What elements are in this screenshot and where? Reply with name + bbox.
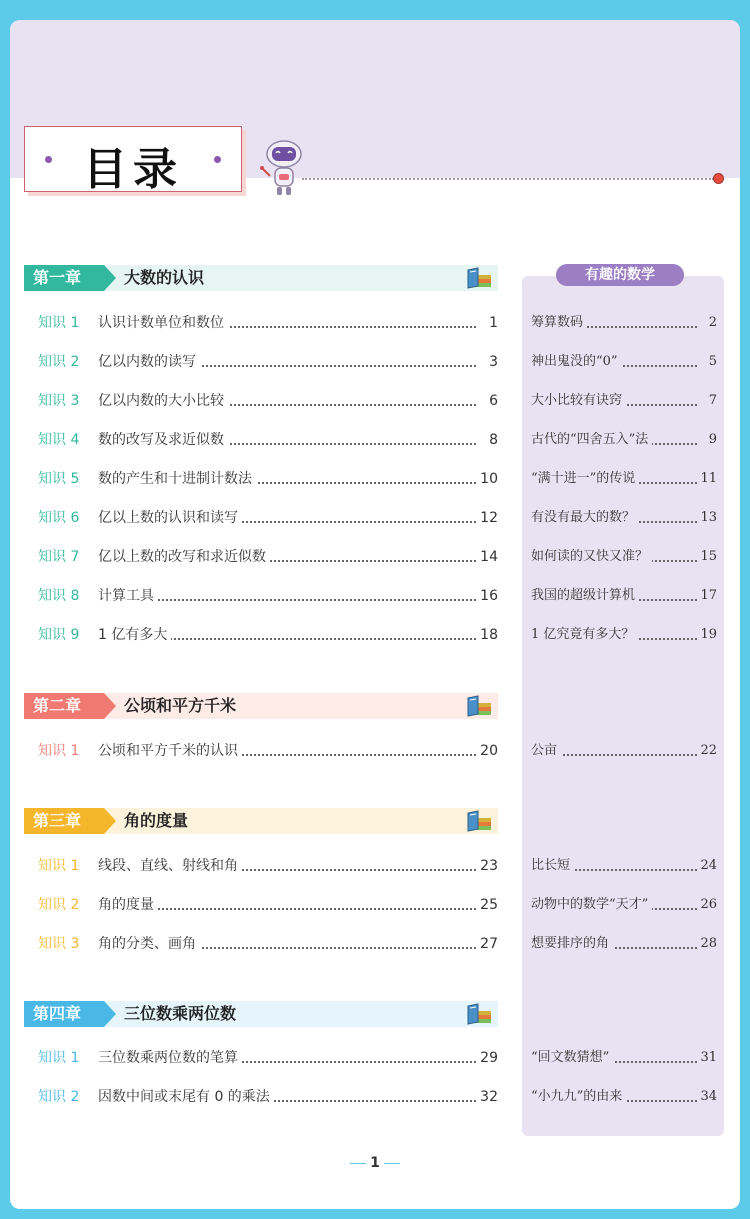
toc-entry[interactable] [38,1047,498,1069]
sidebar-entry-title: 筹算数码 [531,312,587,334]
sidebar-entry-title: 想要排序的角 [531,933,613,955]
sidebar-entry[interactable] [531,933,717,955]
sidebar-entry[interactable] [531,740,717,762]
toc-entry[interactable] [38,894,498,916]
sidebar-entry[interactable] [531,507,717,529]
entry-knowledge-label: 知识 1 [38,743,80,759]
sidebar-entry-page: 13 [700,510,717,525]
chapter-tag: 第四章 [24,1001,104,1027]
entry-title: 因数中间或末尾有 0 的乘法 [98,1086,274,1108]
sidebar-entry[interactable] [531,429,717,451]
chapter-title: 角的度量 [124,811,189,830]
entry-page: 6 [489,393,498,409]
sidebar-entry-page: 22 [700,743,717,758]
entry-title: 计算工具 [98,585,158,607]
entry-knowledge-label: 知识 2 [38,354,80,370]
entry-page: 32 [480,1089,498,1105]
title-box [24,126,242,195]
entry-title: 线段、直线、射线和角 [98,855,242,877]
entry-knowledge-label: 知识 5 [38,471,80,487]
book-icon [466,267,492,289]
chapter-header[interactable] [24,808,498,834]
entry-knowledge-label: 知识 8 [38,588,80,604]
book-icon [466,1003,492,1025]
robot-mascot-icon [258,138,308,200]
entry-page: 3 [489,354,498,370]
sidebar-entry-page: 5 [708,354,717,369]
entry-knowledge-label: 知识 1 [38,315,80,331]
entry-knowledge-label: 知识 9 [38,627,80,643]
entry-page: 10 [480,471,498,487]
header-dotted-line [302,178,714,180]
toc-entry[interactable] [38,468,498,490]
sidebar-entry-page: 9 [708,432,717,447]
entry-title: 亿以内数的大小比较 [98,390,228,412]
entry-page: 14 [480,549,498,565]
entry-title: 公顷和平方千米的认识 [98,740,242,762]
sidebar-entry[interactable] [531,585,717,607]
page-footer [10,1155,740,1171]
sidebar-entry-title: 我国的超级计算机 [531,585,639,607]
chapter-title: 大数的认识 [124,268,205,287]
sidebar-title: 有趣的数学 [556,264,684,286]
chapter-tag: 第三章 [24,808,104,834]
book-icon [466,810,492,832]
sidebar-entry-title: 公亩 [531,740,561,762]
entry-title: 亿以内数的读写 [98,351,200,373]
entry-title: 数的产生和十进制计数法 [98,468,256,490]
entry-knowledge-label: 知识 6 [38,510,80,526]
entry-page: 23 [480,858,498,874]
book-icon [466,695,492,717]
sidebar-entry-title: 动物中的数学“天才” [531,894,652,916]
page-title: 目录 [83,144,183,195]
toc-entry[interactable] [38,933,498,955]
sidebar-entry[interactable] [531,1047,717,1069]
entry-page: 8 [489,432,498,448]
entry-title: 角的分类、画角 [98,933,200,955]
sidebar-entry-title: 大小比较有诀窍 [531,390,626,412]
toc-page [10,20,740,1209]
entry-knowledge-label: 知识 4 [38,432,80,448]
entry-page: 16 [480,588,498,604]
footer-dash-left [350,1163,366,1164]
entry-title: 数的改写及求近似数 [98,429,228,451]
header-end-dot [713,173,724,184]
sidebar-entry-title: 如何读的又快又准？ [531,546,652,568]
sidebar-entry-page: 7 [708,393,717,408]
entry-title: 亿以上数的改写和求近似数 [98,546,270,568]
entry-page: 20 [480,743,498,759]
sidebar-entry-title: “小九九”的由来 [531,1086,626,1108]
sidebar-entry-page: 34 [700,1089,717,1104]
toc-entry[interactable] [38,546,498,568]
entry-title: 角的度量 [98,894,158,916]
footer-dash-right [384,1163,400,1164]
sidebar-entry-title: 有没有最大的数？ [531,507,639,529]
sidebar-entry-title: “满十进一”的传说 [531,468,639,490]
toc-entry[interactable] [38,624,498,646]
entry-page: 12 [480,510,498,526]
title-dot-right [214,156,221,163]
entry-page: 1 [489,315,498,331]
entry-title: 三位数乘两位数的笔算 [98,1047,242,1069]
sidebar-entry-page: 28 [700,936,717,951]
sidebar-entry-page: 24 [700,858,717,873]
sidebar-entry-page: 19 [700,627,717,642]
toc-entry[interactable] [38,855,498,877]
entry-knowledge-label: 知识 1 [38,1050,80,1066]
entry-knowledge-label: 知识 1 [38,858,80,874]
page-number: 1 [370,1155,380,1171]
chapter-tag: 第一章 [24,265,104,291]
sidebar-entry[interactable] [531,855,717,877]
sidebar-entry-title: 1 亿究竟有多大？ [531,624,638,646]
chapter-header[interactable] [24,265,498,291]
entry-knowledge-label: 知识 3 [38,393,80,409]
sidebar-entry[interactable] [531,468,717,490]
sidebar-entry-page: 11 [700,471,717,486]
entry-page: 25 [480,897,498,913]
toc-entry[interactable] [38,507,498,529]
sidebar-entry[interactable] [531,1086,717,1108]
sidebar-entry-title: 神出鬼没的“0” [531,351,622,373]
sidebar-entry-title: 古代的“四舍五入”法 [531,429,652,451]
toc-entry[interactable] [38,1086,498,1108]
sidebar-entry[interactable] [531,624,717,646]
sidebar-entry-page: 26 [700,897,717,912]
chapter-title: 三位数乘两位数 [124,1004,237,1023]
entry-knowledge-label: 知识 3 [38,936,80,952]
sidebar-entry-title: “回文数猜想” [531,1047,613,1069]
entry-knowledge-label: 知识 2 [38,1089,80,1105]
sidebar-entry[interactable] [531,312,717,334]
chapter-header[interactable] [24,1001,498,1027]
chapter-title: 公顷和平方千米 [124,696,237,715]
entry-title: 认识计数单位和数位 [98,312,228,334]
toc-entry[interactable] [38,740,498,762]
toc-entry[interactable] [38,390,498,412]
entry-knowledge-label: 知识 7 [38,549,80,565]
sidebar-entry[interactable] [531,390,717,412]
sidebar-entry[interactable] [531,546,717,568]
toc-entry[interactable] [38,585,498,607]
sidebar-entry-page: 17 [700,588,717,603]
sidebar-entry[interactable] [531,894,717,916]
toc-entry[interactable] [38,312,498,334]
sidebar-entry-page: 15 [700,549,717,564]
entry-page: 29 [480,1050,498,1066]
chapter-tag: 第二章 [24,693,104,719]
entry-title: 1 亿有多大 [98,624,171,646]
sidebar-entry-title: 比长短 [531,855,574,877]
toc-entry[interactable] [38,429,498,451]
chapter-header[interactable] [24,693,498,719]
sidebar-entry-page: 31 [700,1050,717,1065]
entry-title: 亿以上数的认识和读写 [98,507,242,529]
toc-entry[interactable] [38,351,498,373]
entry-knowledge-label: 知识 2 [38,897,80,913]
entry-page: 18 [480,627,498,643]
entry-page: 27 [480,936,498,952]
sidebar-entry-page: 2 [708,315,717,330]
sidebar-entry[interactable] [531,351,717,373]
